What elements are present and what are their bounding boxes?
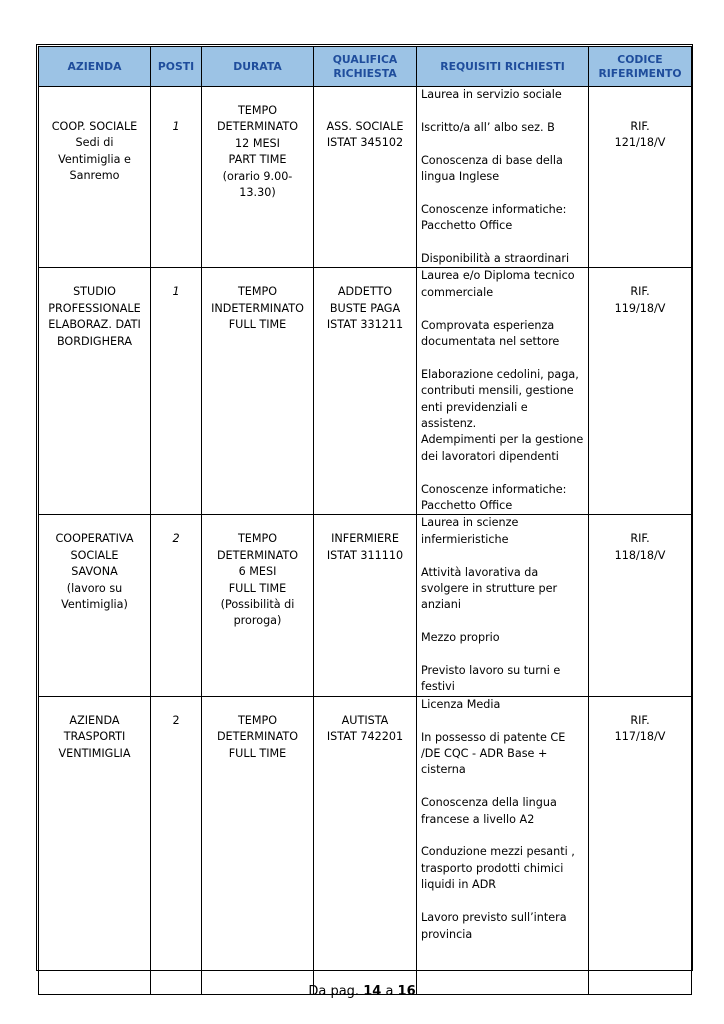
requirement-item: Disponibilità a straordinari [421, 252, 570, 265]
cell-qualifica: ASS. SOCIALE ISTAT 345102 [314, 87, 417, 268]
requirement-item: Conoscenze informatiche: Pacchetto Office [421, 202, 567, 233]
footer-page-to: 16 [397, 984, 416, 999]
job-offers-table [38, 46, 692, 995]
footer-page-from: 14 [363, 984, 382, 999]
cell-codice: RIF. 121/18/V [589, 87, 692, 268]
requirement-item: Conoscenza di base della lingua Inglese [421, 153, 563, 183]
cell-posti: 1 [151, 87, 202, 268]
requirement-item: Conoscenza della lingua francese a livello A2 [421, 796, 557, 826]
requirement-item: Conduzione mezzi pesanti , trasporto prodotti chimici liquidi in ADR [421, 845, 575, 892]
header-posti: POSTI [151, 47, 202, 87]
cell-posti: 2 [151, 515, 202, 696]
cell-qualifica: AUTISTA ISTAT 742201 [314, 696, 417, 994]
requirement-item: Laurea in servizio sociale [421, 88, 562, 101]
requirement-item: Iscritto/a all’ albo sez. B [421, 120, 555, 134]
cell-codice: RIF. 117/18/V [589, 696, 692, 994]
table-row [39, 696, 692, 994]
requirement-item: Previsto lavoro su turni e festivi [421, 664, 561, 694]
header-codice: CODICE RIFERIMENTO [589, 47, 692, 87]
header-qualifica: QUALIFICA RICHIESTA [314, 47, 417, 87]
page-range-footer [0, 984, 724, 999]
cell-codice: RIF. 118/18/V [589, 515, 692, 696]
cell-requisiti [417, 87, 589, 268]
cell-qualifica: INFERMIERE ISTAT 311110 [314, 515, 417, 696]
cell-durata: TEMPO INDETERMINATO FULL TIME [202, 268, 314, 515]
table-row [39, 268, 692, 515]
table-row [39, 515, 692, 696]
requirement-item: Attività lavorativa da svolgere in strutture per anziani [421, 565, 558, 612]
cell-qualifica: ADDETTO BUSTE PAGA ISTAT 331211 [314, 268, 417, 515]
requirement-item: Mezzo proprio [421, 631, 500, 645]
header-durata: DURATA [202, 47, 314, 87]
cell-posti: 1 [151, 268, 202, 515]
requirement-item: Lavoro previsto sull’intera provincia [421, 911, 567, 941]
requirement-item: Elaborazione cedolini, paga, contributi mensili, gestione enti previdenziali e assistenz. Adempimenti per la gestione dei lavoratori dipendenti [421, 367, 584, 463]
job-table-frame [36, 44, 693, 971]
table-header-row [39, 47, 692, 87]
requirement-item: Comprovata esperienza documentata nel settore [421, 318, 560, 349]
cell-codice: RIF. 119/18/V [589, 268, 692, 515]
cell-durata: TEMPO DETERMINATO 6 MESI FULL TIME (Possibilità di proroga) [202, 515, 314, 696]
requirement-item: Laurea e/o Diploma tecnico commerciale [421, 269, 575, 299]
requirement-item: Laurea in scienze infermieristiche [421, 516, 519, 546]
requirement-item: In possesso di patente CE /DE CQC - ADR Base + cisterna [421, 730, 566, 777]
requirement-item: Licenza Media [421, 697, 501, 711]
requirement-item: Conoscenze informatiche: Pacchetto Office [421, 482, 567, 513]
footer-middle: a [385, 984, 394, 999]
cell-azienda: STUDIO PROFESSIONALE ELABORAZ. DATI BORDIGHERA [39, 268, 151, 515]
cell-durata: TEMPO DETERMINATO 12 MESI PART TIME (orario 9.00- 13.30) [202, 87, 314, 268]
cell-requisiti [417, 268, 589, 515]
cell-requisiti [417, 515, 589, 696]
cell-posti: 2 [151, 696, 202, 994]
cell-azienda: COOPERATIVA SOCIALE SAVONA (lavoro su Ventimiglia) [39, 515, 151, 696]
cell-durata: TEMPO DETERMINATO FULL TIME [202, 696, 314, 994]
cell-azienda: AZIENDA TRASPORTI VENTIMIGLIA [39, 696, 151, 994]
cell-requisiti [417, 696, 589, 994]
footer-prefix: Da pag. [308, 984, 360, 999]
header-azienda: AZIENDA [39, 47, 151, 87]
table-row [39, 87, 692, 268]
cell-azienda: COOP. SOCIALE Sedi di Ventimiglia e Sanremo [39, 87, 151, 268]
header-requisiti: REQUISITI RICHIESTI [417, 47, 589, 87]
